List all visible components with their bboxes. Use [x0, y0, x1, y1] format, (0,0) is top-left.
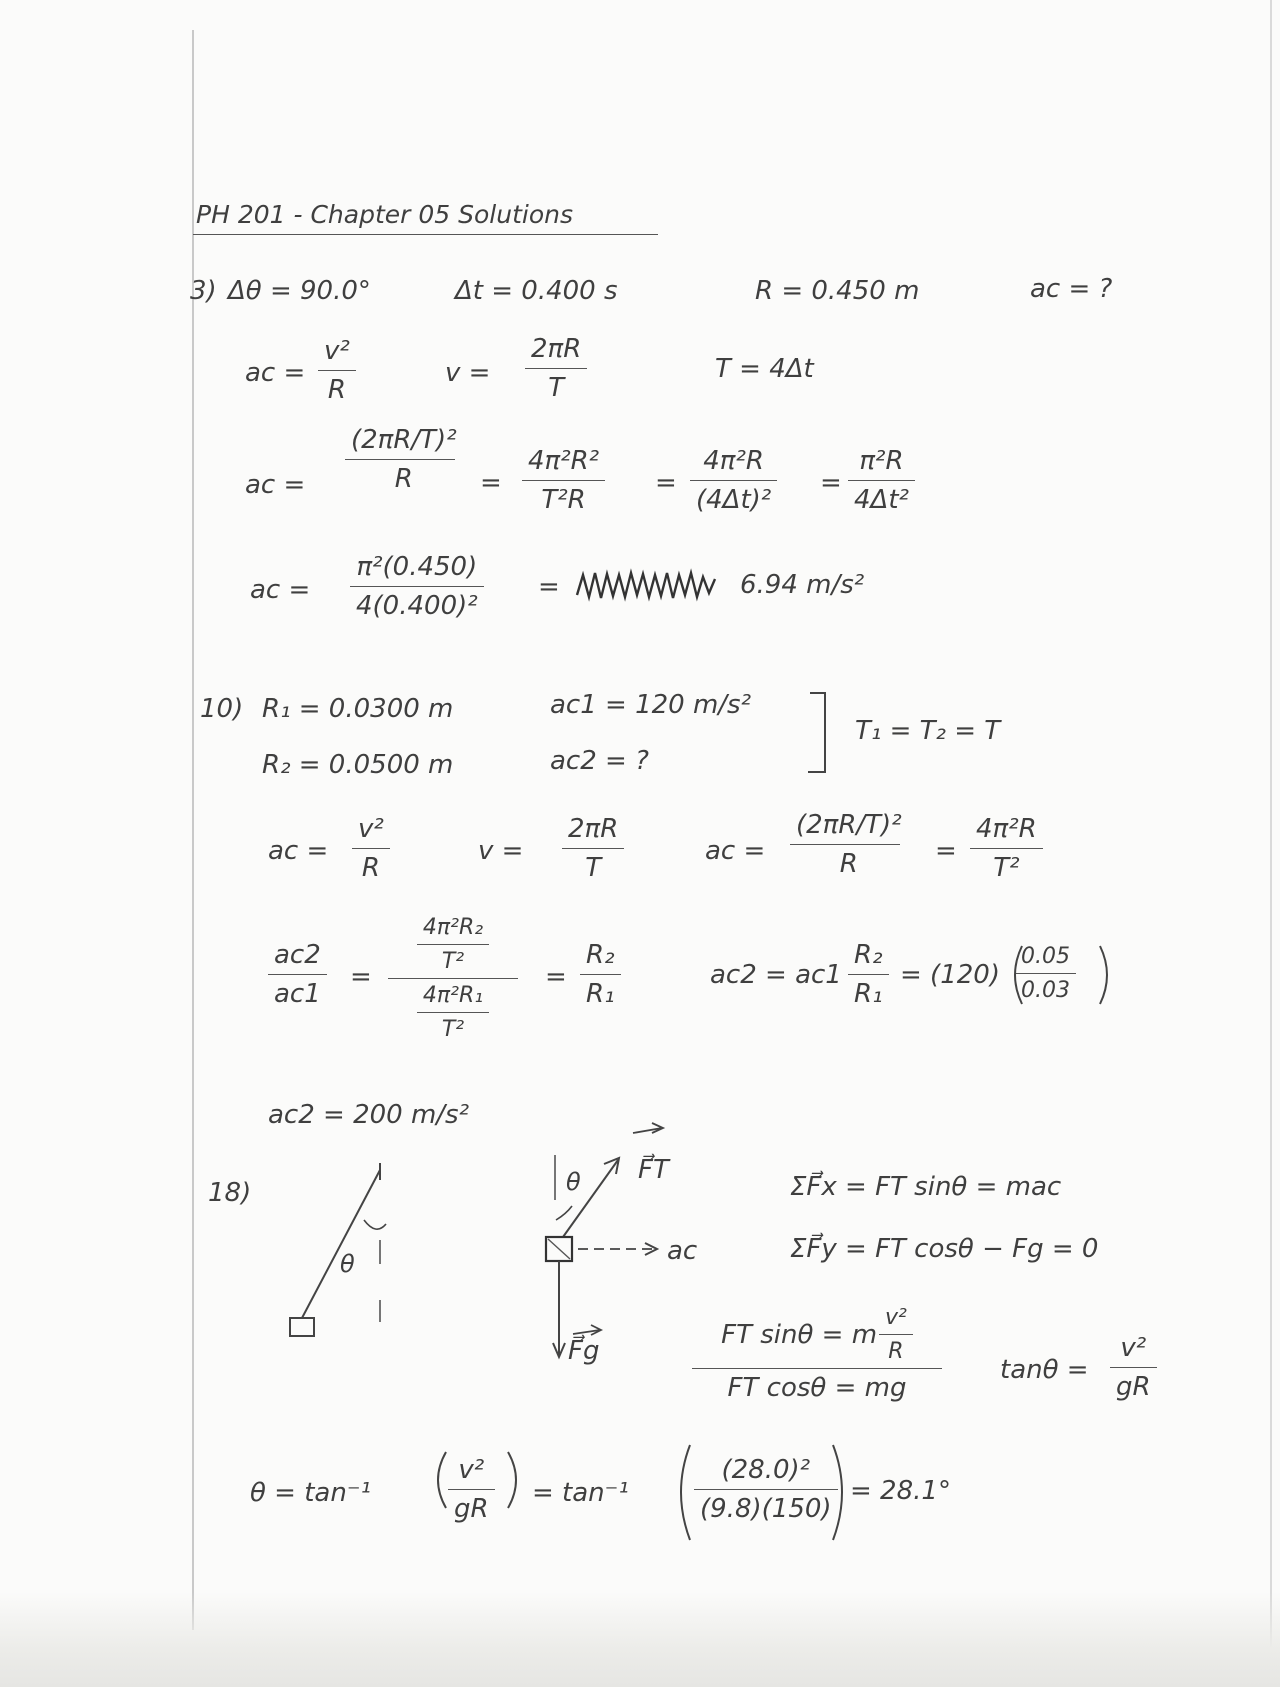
tan-lhs: tanθ = [1000, 1355, 1089, 1385]
numerator: 4π²R² [528, 446, 600, 476]
p10-ac-lhs: ac = [268, 836, 329, 866]
equals-sign: = [538, 572, 560, 602]
p3-ac-lhs: ac = [245, 358, 306, 388]
denominator: R [361, 853, 380, 883]
denominator: T [585, 853, 602, 883]
denominator: (4Δt)² [696, 485, 772, 515]
numerator: (2πR/T)² [796, 810, 902, 840]
problem-18-number: 18) [208, 1178, 252, 1208]
equals-sign: = [350, 962, 372, 992]
numerator [715, 1305, 919, 1364]
denominator: R [839, 849, 858, 879]
p3-given-dtheta: Δθ = 90.0° [228, 276, 371, 306]
pendulum-string [302, 1170, 380, 1318]
p3-t-eq: T = 4Δt [715, 354, 814, 384]
denominator: gR [1116, 1372, 1151, 1402]
numerator: R₂ [586, 940, 615, 970]
final-lhs: θ = tan⁻¹ [250, 1478, 371, 1508]
denominator: R₁ [586, 979, 615, 1009]
pendulum-bob [290, 1318, 314, 1336]
numerator: (28.0)² [721, 1455, 811, 1485]
p18-tan-fraction [1110, 1333, 1157, 1402]
numerator: 4π²R [703, 446, 764, 476]
equals-sign: = [480, 468, 502, 498]
numerator: 0.05 [1021, 944, 1070, 969]
fbd-theta-label: θ [566, 1168, 581, 1196]
p10-ac2-expr-lhs: ac2 = ac1 [710, 960, 842, 990]
denominator: 0.03 [1021, 978, 1070, 1003]
final-mid: = tan⁻¹ [532, 1478, 629, 1508]
denominator: R [327, 375, 346, 405]
ft-sin-text: FT sinθ = m [721, 1319, 878, 1350]
denominator: FT cosθ = mg [727, 1373, 907, 1403]
numerator: v² [458, 1455, 485, 1485]
numerator: π²R [859, 446, 904, 476]
numerator: v² [1120, 1333, 1147, 1363]
p10-ac-lhs2: ac = [705, 836, 766, 866]
denominator: T² [441, 1017, 465, 1042]
denominator: gR [454, 1494, 489, 1524]
p10-ac1: ac1 = 120 m/s² [550, 690, 752, 720]
numerator: 4π²R [976, 814, 1037, 844]
denominator: (9.8)(150) [700, 1494, 832, 1524]
problem-10-number: 10) [200, 694, 244, 724]
p3-ac2-lhs: ac = [245, 470, 306, 500]
numerator: v² [358, 814, 384, 844]
equals-sign: = [545, 962, 567, 992]
angle-arc [364, 1220, 386, 1229]
p10-r2: R₂ = 0.0500 m [262, 750, 454, 780]
p10-t-relation: T₁ = T₂ = T [855, 716, 1001, 746]
denominator: 4Δt² [854, 485, 909, 515]
p18-force-ratio [692, 1305, 942, 1403]
denominator: R₁ [854, 979, 883, 1009]
p10-v-lhs: v = [478, 836, 524, 866]
denominator: T² [993, 853, 1020, 883]
p3-given-r: R = 0.450 m [755, 276, 920, 306]
numerator: (2πR/T)² [351, 425, 457, 455]
equals-sign: = [935, 836, 957, 866]
pendulum-theta-label: θ [340, 1250, 355, 1278]
problem-3-number: 3) [190, 276, 217, 306]
denominator: T²R [541, 485, 586, 515]
p3-v-lhs: v = [445, 358, 491, 388]
numerator: v² [885, 1305, 907, 1330]
numerator: v² [324, 336, 350, 366]
final-result: = 28.1° [850, 1476, 951, 1506]
p3-given-dt: Δt = 0.400 s [455, 276, 618, 306]
equals-sign: = [820, 468, 842, 498]
tension-label: F⃗T [638, 1155, 669, 1185]
fbd-angle-arc [556, 1206, 572, 1220]
gravity-label: F⃗g [568, 1336, 600, 1366]
equals-sign: = [655, 468, 677, 498]
denominator: ac1 [274, 979, 321, 1009]
p10-ac2-expr-mid: = (120) [900, 960, 1000, 990]
numerator: 4π²R₁ [422, 983, 484, 1008]
numerator: ac2 [274, 940, 321, 970]
numerator: π²(0.450) [356, 552, 478, 582]
denominator: T [548, 373, 565, 403]
denominator: R [888, 1339, 904, 1364]
final-frac-1 [448, 1455, 495, 1524]
denominator: 4(0.400)² [356, 591, 478, 621]
denominator: T² [441, 949, 465, 974]
p18-sum-fy: ΣF⃗y = FT cosθ − Fg = 0 [790, 1234, 1099, 1264]
numerator: 4π²R₂ [422, 915, 484, 940]
denominator: R [394, 464, 413, 494]
numerator: 2πR [568, 814, 619, 844]
numerator: 2πR [531, 334, 582, 364]
page-title: PH 201 - Chapter 05 Solutions [196, 200, 573, 229]
p3-given-ac: ac = ? [1030, 274, 1113, 304]
acceleration-label: ac [667, 1236, 698, 1266]
v2-over-r [879, 1305, 913, 1364]
p10-r1: R₁ = 0.0300 m [262, 694, 454, 724]
numerator: R₂ [854, 940, 883, 970]
p3-ac3-lhs: ac = [250, 575, 311, 605]
p10-ac2: ac2 = ? [550, 746, 649, 776]
p18-sum-fx: ΣF⃗x = FT sinθ = mac [790, 1172, 1062, 1202]
final-frac-2 [694, 1455, 838, 1524]
p3-result: 6.94 m/s² [740, 570, 865, 600]
p10-result: ac2 = 200 m/s² [268, 1100, 470, 1130]
